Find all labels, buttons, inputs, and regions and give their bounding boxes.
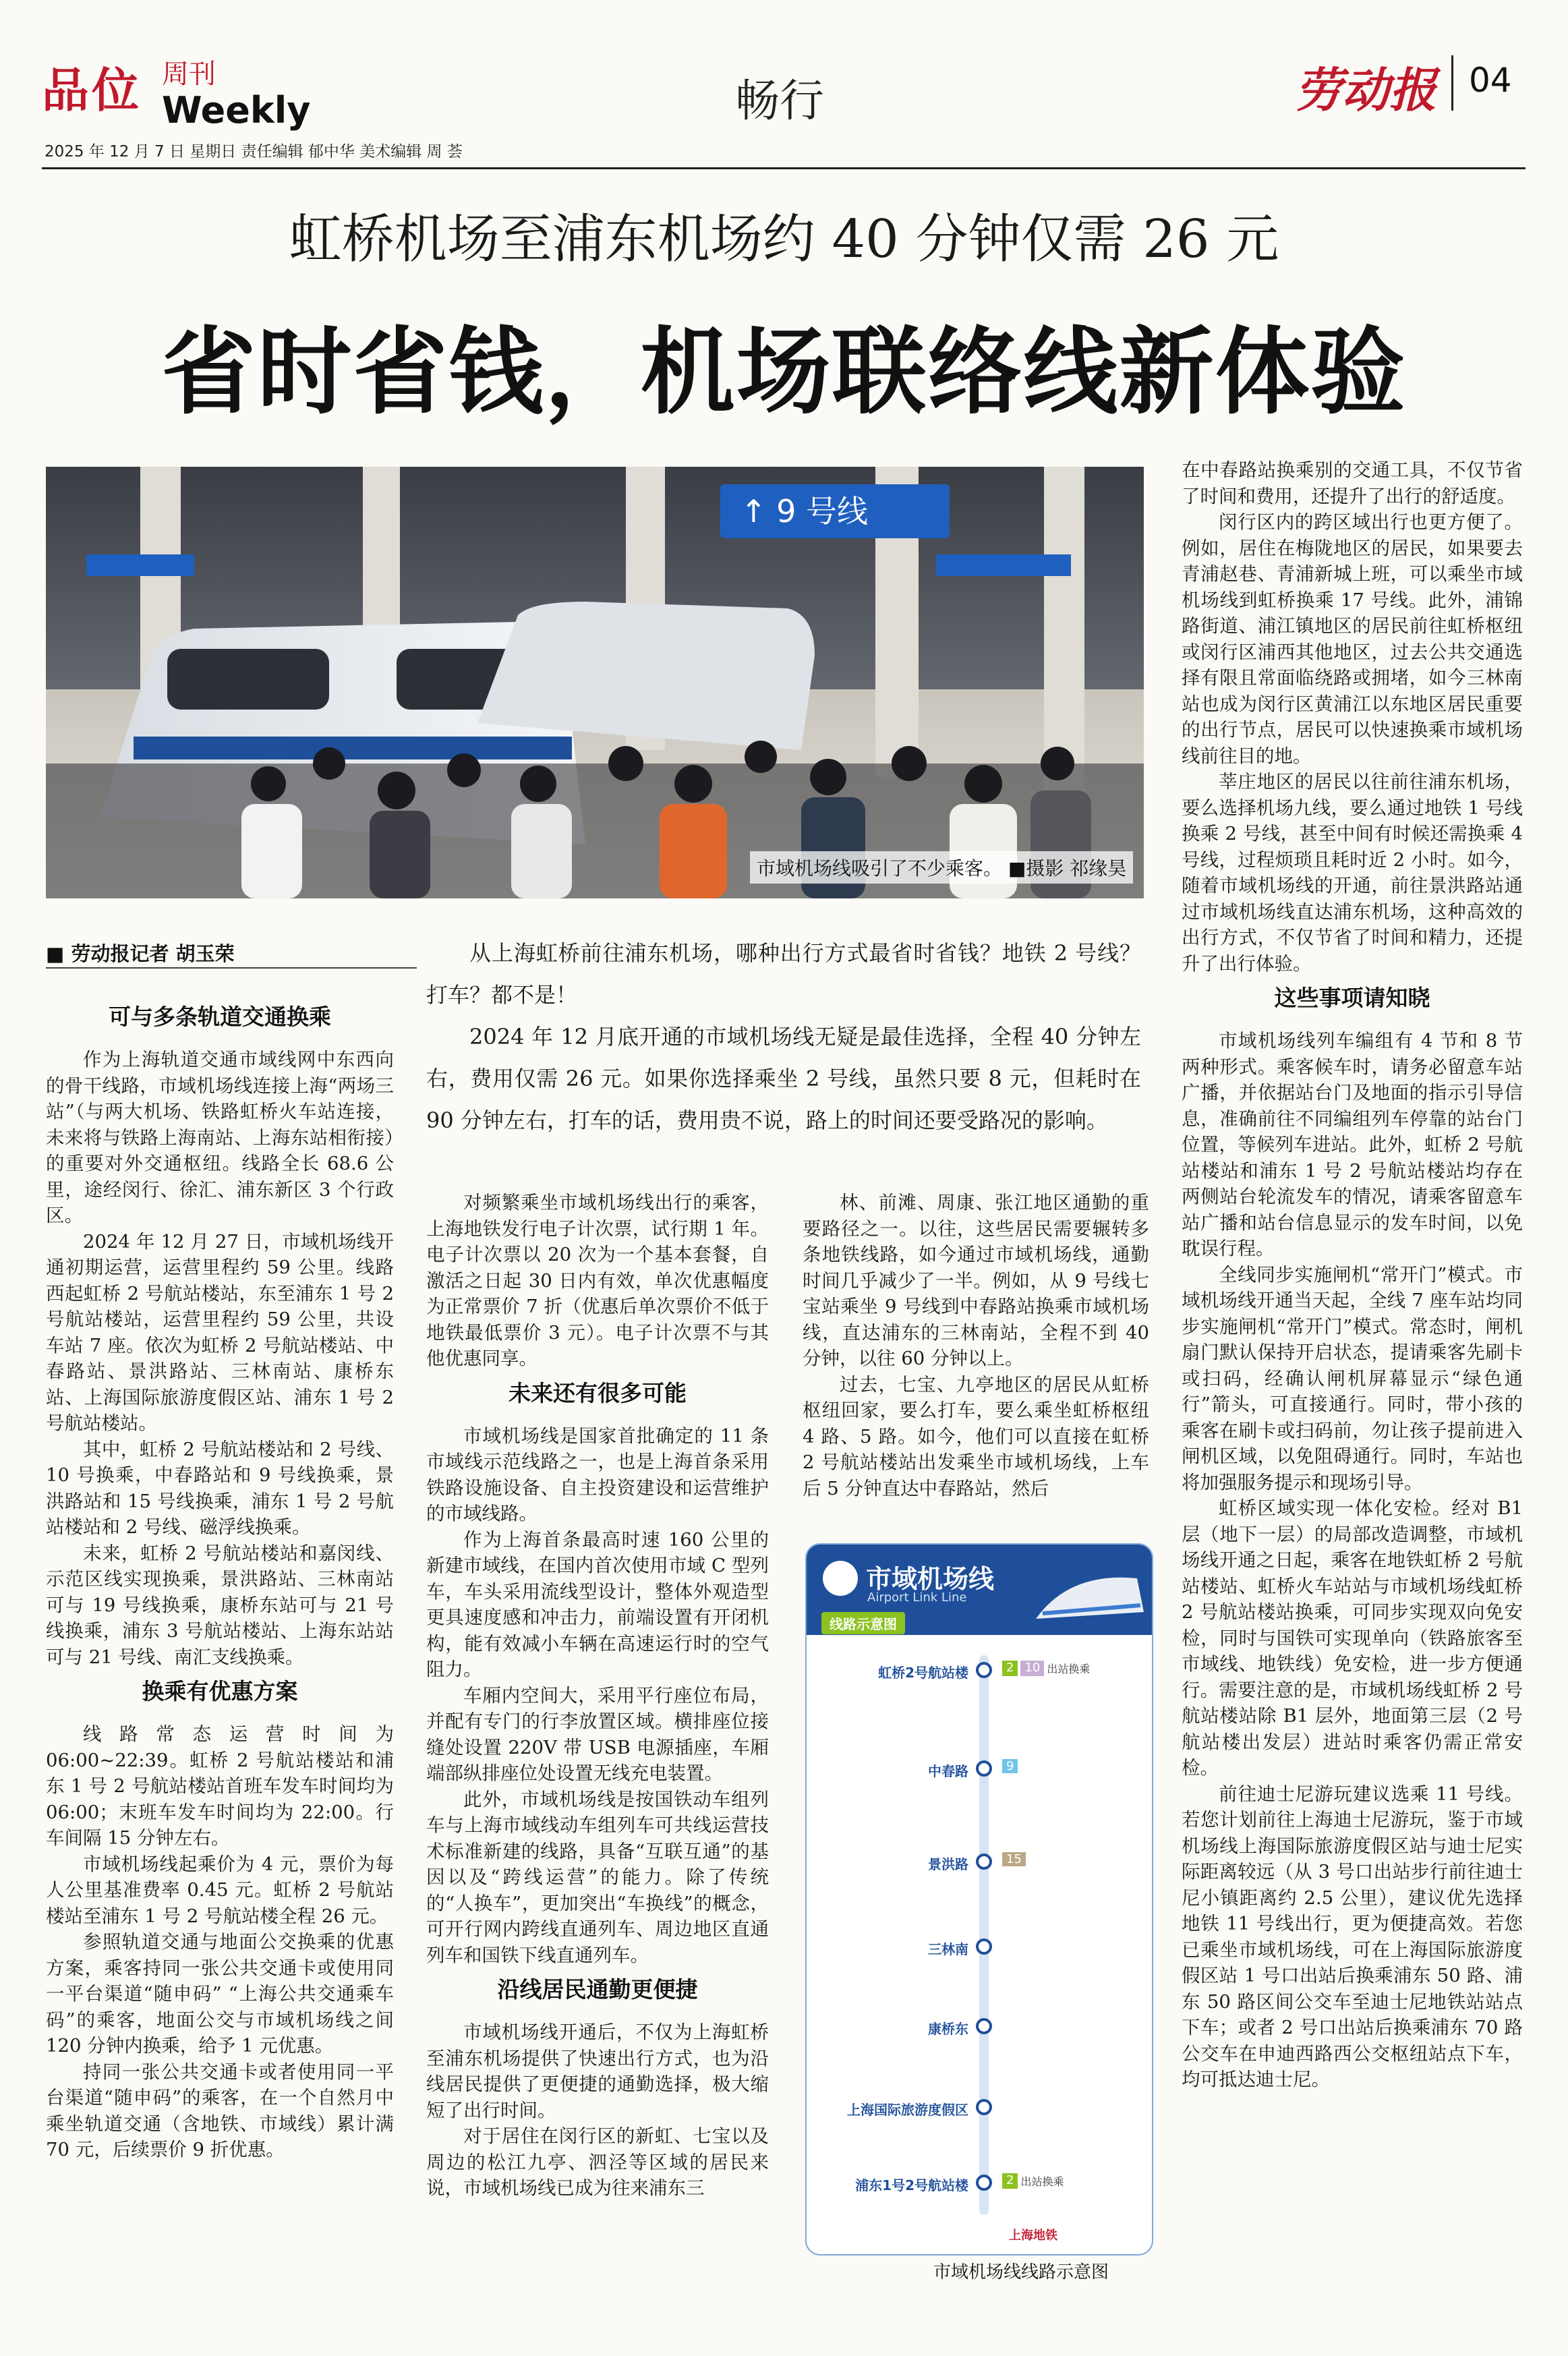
map-station: 上海国际旅游度假区 (847, 2102, 968, 2118)
paragraph: 2024 年 12 月 27 日，市域机场线开通初期运营，运营里程约 59 公里。线路西起虹桥 2 号航站楼站，东至浦东 1 号 2 号航站楼站，运营里程约 59 公里，共设车站 7 座。依次为虹桥 2 号航站楼站、中春路站、景洪路站、三林南站、康桥东站、上海国际旅游度假区站、浦东 1 号 2 号航站楼站。 (46, 1230, 394, 1434)
paragraph: 作为上海轨道交通市域线网中东西向的骨干线路，市域机场线连接上海“两场三站”（与两大机场、铁路虹桥火车站连接，未来将与铁路上海南站、上海东站相衔接）的重要对外交通枢纽。线路全长 68.6 公里，途经闵行、徐汇、浦东新区 3 个行政区。 (46, 1049, 394, 1226)
transfer-note: 出站换乘 (1047, 1663, 1091, 1675)
station-photo (46, 467, 1144, 898)
lead-paragraph: 从上海虹桥前往浦东机场，哪种出行方式最省时省钱？地铁 2 号线？打车？都不是！ (426, 940, 1141, 1008)
line-logo-icon (823, 1561, 858, 1596)
paragraph: 参照轨道交通与地面公交换乘的优惠方案，乘客持同一张公共交通卡或使用同一平台渠道“随申码” “上海公共交通乘车码”的乘客，地面公交与市域机场线之间 120 分钟内换乘，给予 1 元优惠。 (46, 1931, 394, 2057)
paragraph: 此外，市域机场线是按国铁动车组列车与上海市域线动车组列车可共线运营技术标准新建的线路，具备“互联互通”的基因以及“跨线运营”的能力。除了传统的“人换车”，更加突出“车换线”的概念，可开行网内跨线直通列车、周边地区直通列车和国铁下线直通列车。 (426, 1788, 769, 1966)
paragraph: 市域机场线列车编组有 4 节和 8 节两种形式。乘客候车时，请务必留意车站广播，并依据站台门及地面的指示引导信息，准确前往不同编组列车停靠的站台门位置，等候列车进站。此外，虹桥 2 号航站楼站和浦东 1 号 2 号航站楼站均存在两侧站台轮流发车的情况，请乘客留意车站广播和站台信息显示的发车时间，以免耽误行程。 (1182, 1030, 1523, 1259)
column-3 (803, 1190, 1149, 1501)
paragraph: 过去，七宝、九亭地区的居民从虹桥枢纽回家，要么打车，要么乘坐虹桥枢纽 4 路、5 路。如今，他们可以直接在虹桥 2 号航站楼站出发乘坐市域机场线，上车后 5 分钟直达中春路站，然后 (803, 1373, 1149, 1499)
paragraph: 车厢内空间大，采用平行座位布局，并配有专门的行李放置区域。横排座位接缝处设置 220V 带 USB 电源插座，车厢端部纵排座位处设置无线充电装置。 (426, 1684, 769, 1784)
paragraph: 持同一张公共交通卡或者使用同一平台渠道“随申码”的乘客，在一个自然月中乘坐轨道交通（含地铁、市域线）累计满 70 元，后续票价 9 折优惠。 (46, 2061, 394, 2160)
map-subtitle: 线路示意图 (821, 1612, 905, 1634)
date-line: 2025 年 12 月 7 日 星期日 责任编辑 郁中华 美术编辑 周 荟 (45, 143, 463, 161)
line-badge: 10 (1020, 1661, 1044, 1676)
paragraph: 对频繁乘坐市域机场线出行的乘客，上海地铁发行电子计次票，试行期 1 年。电子计次票以 20 次为一个基本套餐，自激活之日起 30 日内有效，单次优惠幅度为正常票价 7 折（优惠后单次票价不低于地铁最低票价 3 元）。电子计次票不与其他优惠同享。 (426, 1192, 769, 1369)
photo-caption: 市域机场线吸引了不少乘客。 ■摄影 祁缘昊 (750, 851, 1133, 884)
paragraph: 前往迪士尼游玩建议选乘 11 号线。若您计划前往上海迪士尼游玩，鉴于市域机场线上海国际旅游度假区站与迪士尼实际距离较远（从 3 号口出站步行前往迪士尼小镇距离约 2.5 公里），建议优先选择地铁 11 号线出行，更为便捷高效。若您已乘坐市域机场线，可在上海国际旅游度假区站 1 号口出站后换乘浦东 50 路、浦东 50 路区间公交车至迪士尼地铁站站点下车；或者 2 号口出站后换乘浦东 70 路公交车在申迪西路西公交枢纽站点下车，均可抵达迪士尼。 (1182, 1783, 1523, 2090)
transfer-badges (1002, 1759, 1018, 1773)
brand-small: 周刊 (162, 59, 216, 90)
transfer-badges (1002, 1852, 1026, 1866)
paragraph: 虹桥区域实现一体化安检。经对 B1 层（地下一层）的局部改造调整，市域机场线开通之日起，乘客在地铁虹桥 2 号航站楼站、虹桥火车站站与市域机场线虹桥 2 号航站楼站换乘，可同步实现双向免安检，同时与国铁可实现单向（铁路旅客至市域线、地铁线）免安检，进一步方便通行。需要注意的是，市域机场线虹桥 2 号航站楼站除 B1 层外，地面第三层（2 号航站楼出发层）进站时乘客仍需正常安检。 (1182, 1497, 1523, 1779)
train-icon (1029, 1551, 1151, 1632)
line-badge: 2 (1002, 2173, 1018, 2189)
paragraph: 在中春路站换乘别的交通工具，不仅节省了时间和费用，还提升了出行的舒适度。 (1182, 459, 1523, 507)
map-station: 景洪路 (928, 1856, 968, 1872)
column-4 (1182, 457, 1523, 2093)
paragraph: 莘庄地区的居民以往前往浦东机场，要么选择机场九线，要么通过地铁 1 号线换乘 2 号线，甚至中间有时候还需换乘 4 号线，过程烦琐且耗时近 2 小时。如今，随着市域机场线的开通，前往景洪路站通过市域机场线直达浦东机场，这种高效的出行方式，不仅节省了时间和精力，还提升了出行体验。 (1182, 771, 1523, 975)
section-heading: 这些事项请知晓 (1274, 985, 1430, 1011)
article-subtitle: 虹桥机场至浦东机场约 40 分钟仅需 26 元 (289, 209, 1279, 270)
map-title-en: Airport Link Line (867, 1590, 967, 1605)
paragraph: 市域机场线起乘价为 4 元，票价为每人公里基准费率 0.45 元。虹桥 2 号航站楼站至浦东 1 号 2 号航站楼全程 26 元。 (46, 1853, 394, 1927)
brand-logo: 品位 (42, 63, 142, 118)
section-heading: 可与多条轨道交通换乘 (109, 1004, 331, 1030)
paragraph: 其中，虹桥 2 号航站楼站和 2 号线、10 号换乘，中春路站和 9 号线换乘，景洪路站和 15 号线换乘，浦东 1 号 2 号航站楼站和 2 号线、磁浮线换乘。 (46, 1438, 394, 1538)
section-title: 畅行 (735, 75, 824, 127)
line-badge: 2 (1002, 1661, 1018, 1676)
paragraph: 线路常态运营时间为 06:00~22:39。虹桥 2 号航站楼站和浦东 1 号 2 号航站楼站首班车发车时间均为 06:00；末班车发车时间均为 22:00。行车间隔 15 分钟左右。 (46, 1723, 394, 1849)
article-lead (426, 932, 1141, 1141)
paragraph: 林、前滩、周康、张江地区通勤的重要路径之一。以往，这些居民需要辗转多条地铁线路，如今通过市域机场线，通勤时间几乎减少了一半。例如，从 9 号线七宝站乘坐 9 号线到中春路站换乘市域机场线，直达浦东的三林南站，全程不到 40 分钟，以往 60 分钟以上。 (803, 1192, 1149, 1369)
section-heading: 未来还有很多可能 (509, 1379, 687, 1406)
masthead-rule (42, 167, 1526, 169)
photo-illustration (46, 467, 1144, 898)
line-badge: 9 (1002, 1759, 1018, 1773)
route-map (805, 1543, 1153, 2256)
paragraph: 市域机场线是国家首批确定的 11 条市域线示范线路之一，也是上海首条采用铁路设施设备、自主投资建设和运营维护的市域线路。 (426, 1425, 769, 1524)
map-station: 浦东1号2号航站楼 (855, 2177, 968, 2193)
map-station: 虹桥2号航站楼 (878, 1665, 968, 1681)
byline: ■ 劳动报记者 胡玉荣 (46, 942, 235, 965)
paragraph: 作为上海首条最高时速 160 公里的新建市域线，在国内首次使用市域 C 型列车，车头采用流线型设计，整体外观造型更具速度感和冲击力，前端设置有开闭机构，能有效减小车辆在高速运行时的空气阻力。 (426, 1528, 769, 1680)
transfer-badges (1002, 2173, 1064, 2189)
section-heading: 换乘有优惠方案 (142, 1678, 298, 1704)
map-station: 康桥东 (928, 2021, 968, 2037)
paragraph: 市域机场线开通后，不仅为上海虹桥至浦东机场提供了快速出行方式，也为沿线居民提供了更便捷的通勤选择，极大缩短了出行时间。 (426, 2021, 769, 2121)
map-station: 三林南 (928, 1941, 968, 1957)
brand-weekly: Weekly (162, 89, 311, 132)
paragraph: 未来，虹桥 2 号航站楼站和嘉闵线、示范区线实现换乘，景洪路站、三林南站可与 19 号线换乘，康桥东站可与 21 号线换乘，浦东 3 号航站楼站、上海东站站可与 21 号线、南汇支线换乘。 (46, 1542, 394, 1668)
map-header (807, 1545, 1152, 1635)
transfer-note: 出站换乘 (1020, 2175, 1064, 2188)
map-caption: 市域机场线线路示意图 (933, 2262, 1109, 2282)
paragraph: 对于居住在闵行区的新虹、七宝以及周边的松江九亭、泗泾等区域的居民来说，市域机场线已成为往来浦东三 (426, 2125, 769, 2199)
line-badge: 15 (1002, 1852, 1026, 1866)
section-heading: 沿线居民通勤更便捷 (497, 1976, 698, 2003)
map-title: 市域机场线 (866, 1564, 995, 1594)
byline-rule (46, 967, 417, 969)
masthead-divider (1451, 55, 1453, 111)
article-headline: 省时省钱，机场联络线新体验 (161, 318, 1407, 428)
svg-text:↑ 9 号线: ↑ 9 号线 (741, 493, 869, 529)
transfer-badges (1002, 1661, 1090, 1676)
lead-paragraph: 2024 年 12 月底开通的市域机场线无疑是最佳选择，全程 40 分钟左右，费用仅需 26 元。如果你选择乘坐 2 号线，虽然只要 8 元，但耗时在 90 分钟左右，打车的话，费用贵不说，路上的时间还要受路况的影响。 (426, 1024, 1141, 1133)
page-number: 04 (1469, 61, 1512, 100)
newspaper-logo: 劳动报 (1295, 62, 1436, 118)
map-station: 中春路 (928, 1763, 968, 1779)
paragraph: 闵行区内的跨区域出行也更方便了。例如，居住在梅陇地区的居民，如果要去青浦赵巷、青浦新城上班，可以乘坐市域机场线到虹桥换乘 17 号线。此外，浦锦路街道、浦江镇地区的居民前往虹桥枢纽或闵行区浦西其他地区，过去公共交通选择有限且常面临绕路或拥堵，如今三林南站也成为闵行区黄浦江以东地区居民重要的出行节点，居民可以快速换乘市域机场线前往目的地。 (1182, 511, 1523, 767)
column-1 (46, 996, 394, 2163)
metro-logo: 上海地铁 (1009, 2229, 1057, 2243)
column-2 (426, 1190, 769, 2202)
paragraph: 全线同步实施闸机“常开门”模式。市域机场线开通当天起，全线 7 座车站均同步实施闸机“常开门”模式。常态时，闸机扇门默认保持开启状态，提请乘客先刷卡或扫码，经确认闸机屏幕显示“绿色通行”箭头，可直接通行。同时，带小孩的乘客在刷卡或扫码前，勿让孩子提前进入闸机区域，以免阻碍通行。同时，车站也将加强服务提示和现场引导。 (1182, 1263, 1523, 1493)
